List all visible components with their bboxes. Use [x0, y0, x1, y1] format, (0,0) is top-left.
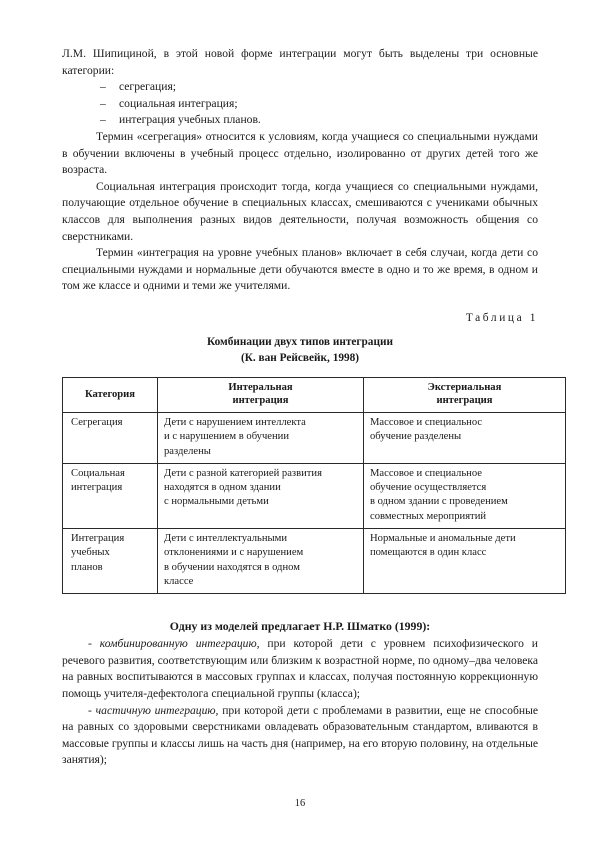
page-number: 16	[294, 798, 306, 809]
header-line-1: Экстериальная	[427, 381, 502, 393]
cell-category	[63, 412, 158, 463]
cell-line: учебных	[71, 547, 110, 559]
cell-line: планов	[71, 561, 103, 573]
cell-line: отклонениями и с нарушением	[164, 547, 304, 559]
cell-line: в одном здании с проведением	[370, 496, 508, 508]
cell-line: в обучении находятся в одном	[164, 561, 300, 573]
cell-line: обучение осуществляется	[370, 482, 487, 494]
column-header-external-integration	[364, 377, 566, 412]
table-row	[63, 528, 566, 593]
cell-internal-integration	[158, 528, 364, 593]
list-item-label: социальная интеграция;	[119, 96, 238, 110]
cell-line: классе	[164, 575, 194, 587]
table-title-line1: Комбинации двух типов интеграции	[206, 335, 393, 348]
page-content	[62, 46, 538, 769]
table-number-label: Таблица 1	[465, 311, 538, 324]
header-line-1: Интеральная	[228, 381, 293, 393]
column-header-internal-integration	[158, 377, 364, 412]
paragraph-partial-integration	[62, 703, 538, 769]
list-item	[62, 79, 538, 96]
cell-line: Дети с интеллектуальными	[164, 532, 288, 544]
cell-category	[63, 463, 158, 528]
cell-line: Массовое и специальное	[370, 467, 482, 479]
list-dash: –	[100, 96, 106, 110]
table-row	[63, 412, 566, 463]
paragraph-curriculum-integration: Термин «интеграция на уровне учебных планов» включает в себя случаи, когда дети со специальными нуждами и нормальные дети обучаются вместе в одно и то же время, в одном и том же классе и одними и теми же учителями.	[62, 246, 538, 293]
cell-line: интеграция	[71, 482, 123, 494]
list-dash: –	[100, 113, 106, 127]
cell-line: обучение разделены	[370, 431, 462, 443]
cell-external-integration	[364, 463, 566, 528]
cell-line: Интеграция	[71, 532, 125, 544]
cell-line: помещаются в один класс	[370, 547, 487, 559]
item-1-rest: при которой дети с уровнем психофизического и речевого развития, соответствующим или близким к возрастной норме, по одному–два человека на равных воспитываются в массовых группах и классах, получая постоянную коррекционную помощь учителя-дефектолога специальной группы (класса);	[62, 637, 538, 700]
paragraph-social-integration: Социальная интеграция происходит тогда, когда учащиеся со специальными нуждами, получающие отдельное обучение в специальных классах, смешиваются с учениками обычных классов для выполнения разных видов деятельности, получая возможность общения со сверстниками.	[62, 179, 538, 243]
item-2-rest: при которой дети с проблемами в развитии, еще не способные на равных со здоровыми сверстниками овладевать образовательным стандартом, вливаются в массовые группы и классы лишь на часть дня (например, на его вторую половину, на отдельные занятия);	[62, 703, 539, 767]
cell-internal-integration	[158, 412, 364, 463]
section-heading-shmatko: Одну из моделей предлагает Н.Р. Шматко (1999):	[169, 619, 431, 634]
cell-line: и с нарушением в обучении	[164, 431, 290, 443]
list-item	[62, 96, 538, 113]
cell-line: совместных мероприятий	[370, 510, 487, 522]
table-title	[62, 334, 538, 367]
item-dash: -	[88, 637, 92, 651]
paragraph-intro: Л.М. Шипициной, в этой новой форме интеграции могут быть выделены три основные категории:	[62, 47, 538, 77]
cell-external-integration	[364, 412, 566, 463]
integration-combinations-table	[62, 377, 566, 594]
list-item-label: сегрегация;	[119, 80, 176, 94]
paragraph-combined-integration	[62, 636, 538, 702]
term-partial-integration: частичную интеграцию,	[95, 703, 219, 717]
header-line-2: интеграция	[436, 395, 493, 407]
header-line-2: интеграция	[232, 395, 289, 407]
category-list	[62, 79, 538, 129]
cell-line: Сегрегация	[71, 416, 123, 428]
cell-internal-integration	[158, 463, 364, 528]
table-title-line2: (К. ван Рейсвейк, 1998)	[240, 352, 360, 365]
cell-line: с нормальными детьми	[164, 496, 269, 508]
cell-line: Нормальные и аномальные дети	[370, 532, 516, 544]
cell-category	[63, 528, 158, 593]
cell-line: Дети с нарушением интеллекта	[164, 416, 306, 428]
cell-line: Социальная	[71, 467, 125, 479]
cell-external-integration	[364, 528, 566, 593]
table-row	[63, 463, 566, 528]
list-item-label: интеграция учебных планов.	[119, 113, 261, 127]
cell-line: Дети с разной категорией развития	[164, 467, 322, 479]
list-item	[62, 112, 538, 129]
table-body	[63, 412, 566, 593]
table-header-row	[63, 377, 566, 412]
paragraph-segregation: Термин «сегрегация» относится к условиям, когда учащиеся со специальными нуждами в обучении включены в учебный процесс отдельно, изолированно от других детей того же возраста.	[62, 129, 538, 177]
column-header-category: Категория	[63, 377, 158, 412]
cell-line: Массовое и специальнос	[370, 416, 483, 428]
item-dash: -	[88, 703, 92, 717]
cell-line: разделены	[164, 445, 211, 457]
list-dash: –	[100, 80, 106, 94]
term-combined-integration: комбинированную интеграцию,	[99, 637, 260, 651]
table-head	[63, 377, 566, 412]
cell-line: находятся в одном здании	[164, 482, 281, 494]
